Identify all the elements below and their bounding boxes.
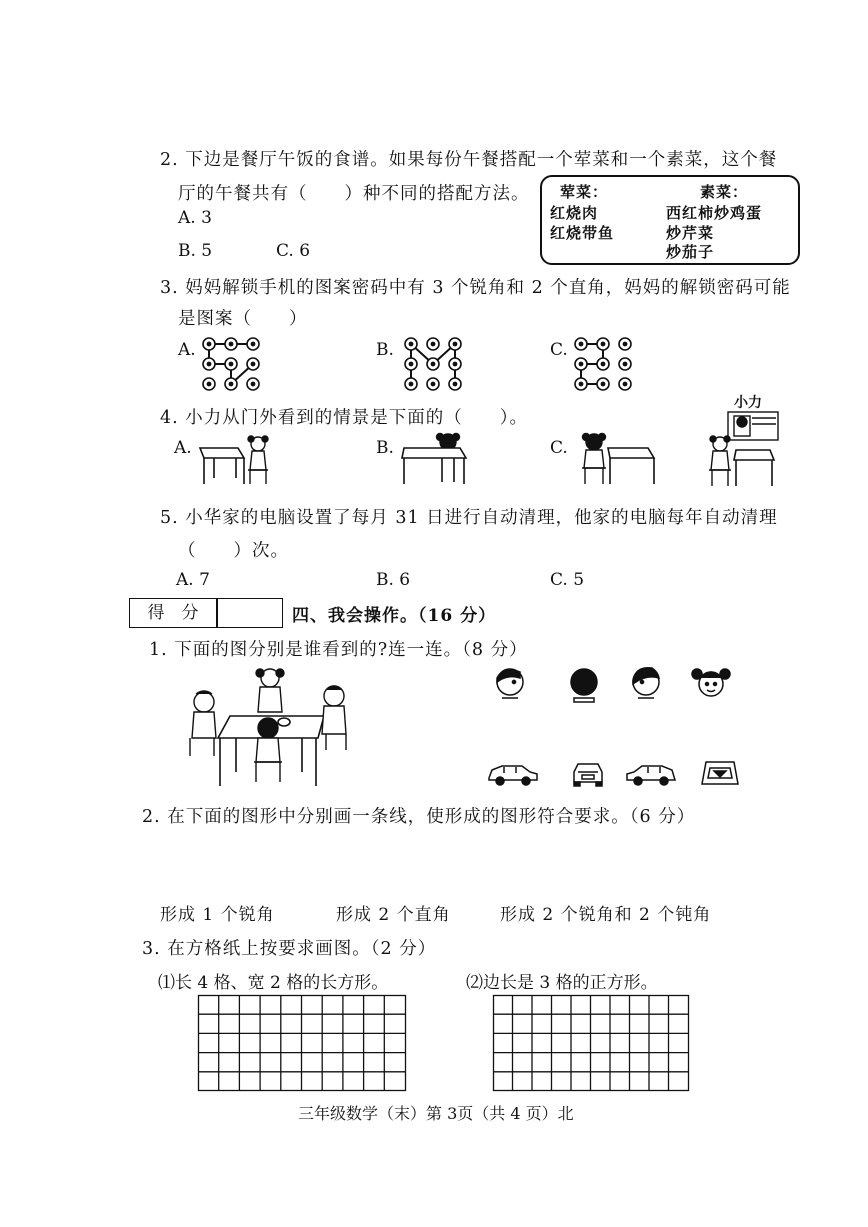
q2-line2: 厅的午餐共有（ ）种不同的搭配方法。 [178,184,530,204]
menu-meat-title: 荤菜： [560,183,609,201]
boy-side-face-2-icon [626,664,668,704]
table-scene-illustration [184,664,364,792]
score-box [129,598,283,628]
q3-option-c: C. [550,340,568,360]
menu-veg-item: 西红柿炒鸡蛋 [666,204,763,222]
menu-veg-title: 素菜： [700,183,749,201]
q3-option-a: A. [178,340,196,360]
car-side-view-2-icon [624,760,678,788]
q4-option-b: B. [376,438,394,458]
op3-sub1: ⑴长 4 格、宽 2 格的长方形。 [158,973,389,993]
op1-text: 1. 下面的图分别是谁看到的?连一连。（8 分） [149,640,528,660]
section-title: 四、我会操作。（16 分） [292,606,497,626]
page-footer: 三年级数学（末）第 3页（共 4 页）北 [298,1104,574,1123]
q4-option-a: A. [174,438,192,458]
menu-meat-item: 红烧带鱼 [550,224,615,242]
q3-line1: 3. 妈妈解锁手机的图案密码中有 3 个锐角和 2 个直角，妈妈的解锁密码可能 [160,278,791,298]
op2-requirement-3: 形成 2 个锐角和 2 个钝角 [500,905,712,925]
scene-a-illustration [196,430,276,490]
menu-box [540,175,800,265]
q5-option-b: B. 6 [376,570,411,590]
menu-veg-item: 炒芹菜 [666,224,715,242]
car-top-view-icon [700,758,740,788]
menu-meat-item: 红烧肉 [550,204,599,222]
scene-b-illustration [398,430,478,490]
q4-option-c: C. [550,438,568,458]
q2-line1: 2. 下边是餐厅午饭的食谱。如果每份午餐搭配一个荤菜和一个素菜，这个餐 [160,150,778,170]
q3-line2: 是图案（ ） [178,309,308,329]
q5-line2: （ ）次。 [178,541,289,561]
menu-veg-item: 炒茄子 [666,243,715,261]
score-label: 得 分 [147,603,199,623]
grid-paper-right[interactable] [493,995,691,1093]
op3-text: 3. 在方格纸上按要求画图。（2 分） [142,939,437,959]
scene-c-illustration [576,430,660,490]
xiaoli-label: 小力 [734,395,762,411]
q2-option-c: C. 6 [276,241,311,261]
q4-line1: 4. 小力从门外看到的情景是下面的（ ）。 [160,408,529,428]
op2-requirement-1: 形成 1 个锐角 [160,905,275,925]
unlock-pattern-a [200,335,270,395]
unlock-pattern-c [572,335,642,395]
q5-option-a: A. 7 [176,570,210,590]
op2-requirement-2: 形成 2 个直角 [336,905,451,925]
q5-option-c: C. 5 [550,570,585,590]
car-front-view-icon [570,760,606,788]
score-field[interactable] [218,599,282,627]
op3-sub2: ⑵边长是 3 格的正方形。 [466,973,658,993]
unlock-pattern-b [402,335,472,395]
q3-option-b: B. [376,340,394,360]
boy-back-head-icon [564,664,606,704]
car-side-view-icon [486,760,540,788]
q5-line1: 5. 小华家的电脑设置了每月 31 日进行自动清理，他家的电脑每年自动清理 [160,508,778,528]
q2-option-a: A. 3 [178,208,212,228]
grid-paper-left[interactable] [198,995,408,1093]
q2-option-b: B. 5 [178,241,213,261]
girl-front-face-icon [688,664,734,704]
boy-side-face-icon [490,664,532,704]
xiaoli-window-illustration [706,408,786,490]
op2-text: 2. 在下面的图形中分别画一条线，使形成的图形符合要求。（6 分） [142,807,696,827]
